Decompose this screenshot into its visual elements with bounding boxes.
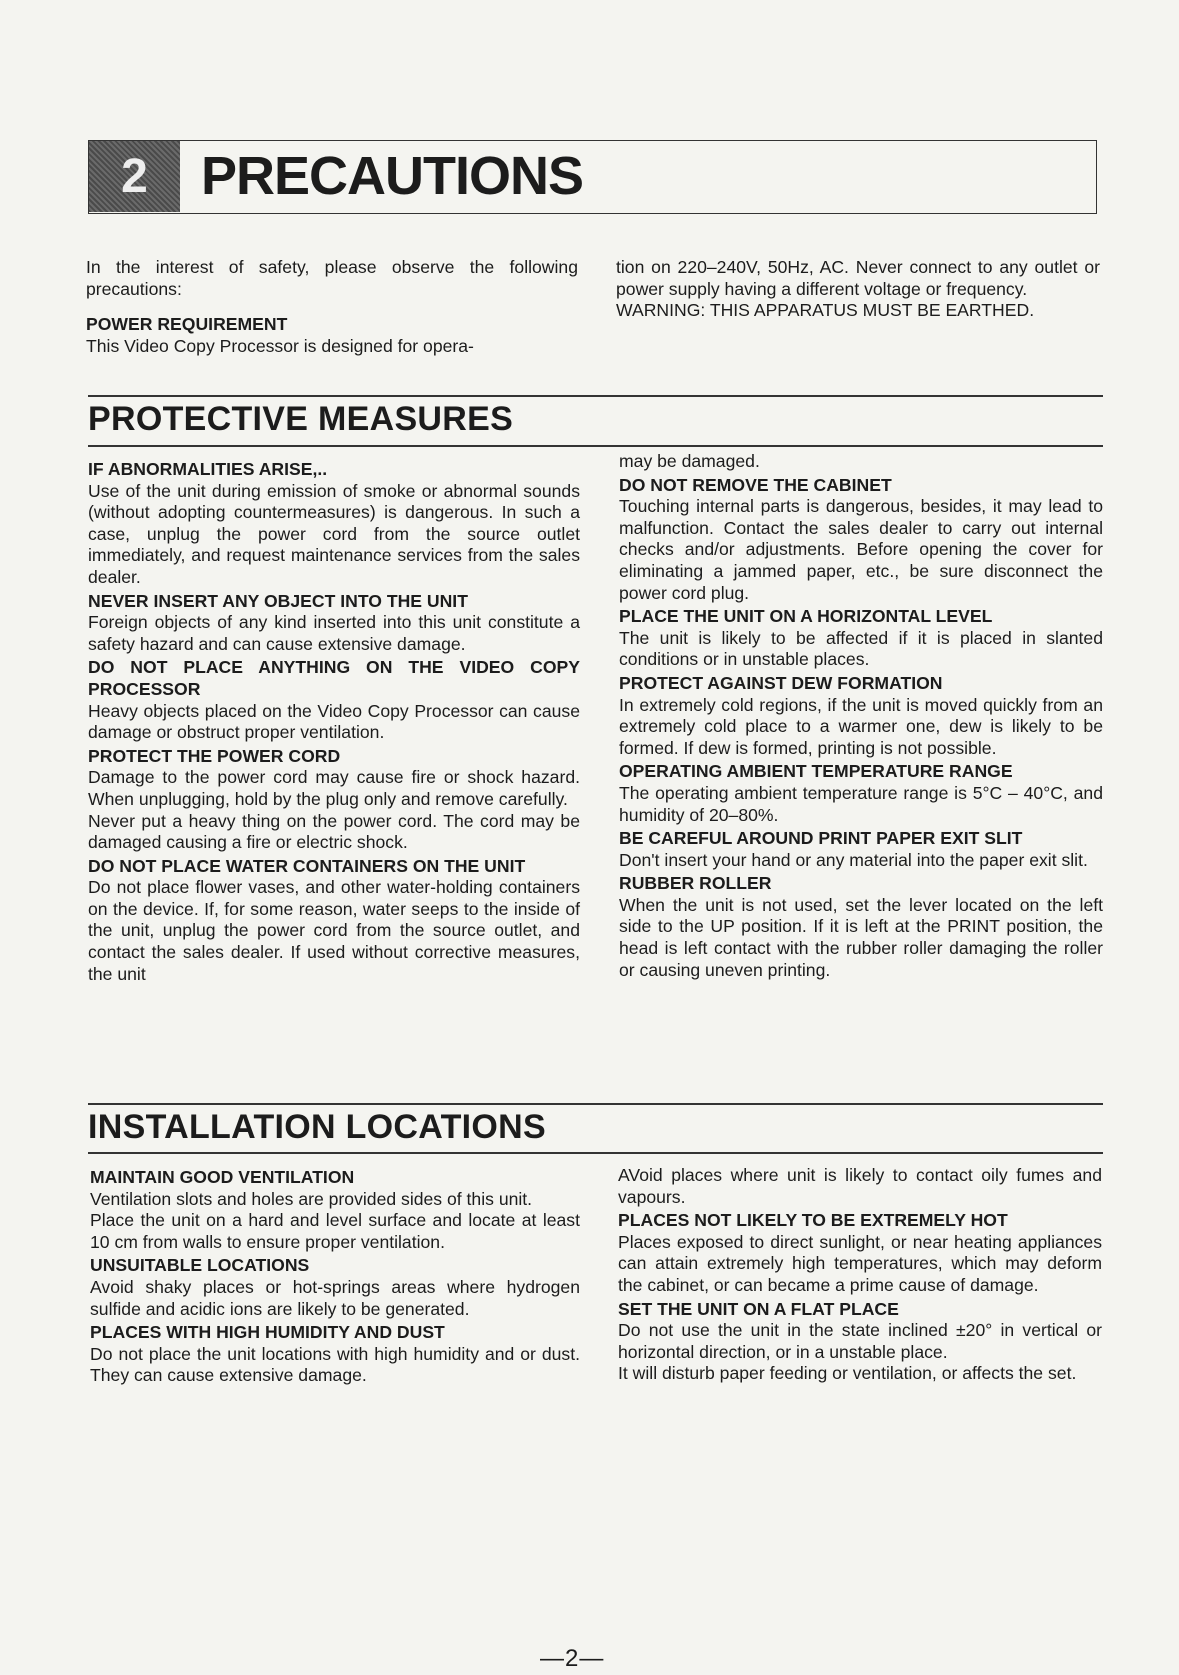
protective-left-column [88, 457, 580, 985]
section-rule [88, 395, 1103, 397]
earth-warning: WARNING: THIS APPARATUS MUST BE EARTHED. [616, 300, 1035, 321]
section-text: Place the unit on a hard and level surface and locate at least 10 cm from walls to ensure proper ventilation. [90, 1210, 580, 1252]
section-heading: PLACE THE UNIT ON A HORIZONTAL LEVEL [619, 606, 993, 627]
section-text: Heavy objects placed on the Video Copy Processor can cause damage or obstruct proper ventilation. [88, 700, 580, 743]
protective-measures-title: PROTECTIVE MEASURES [88, 400, 514, 438]
section-heading: PLACES WITH HIGH HUMIDITY AND DUST [90, 1322, 445, 1343]
protective-right-column [619, 451, 1103, 981]
chapter-title: PRECAUTIONS [201, 146, 584, 206]
section-text: In extremely cold regions, if the unit is moved quickly from an extremely cold place to a warmer one, dew is likely to be formed. If dew is formed, printing is not possible. [619, 694, 1103, 758]
section-text: When the unit is not used, set the lever located on the left side to the UP position. If it is left at the PRINT position, the head is left contact with the rubber roller damaging the roller or causing uneven printing. [619, 894, 1103, 980]
section-heading: OPERATING AMBIENT TEMPERATURE RANGE [619, 761, 1013, 782]
section-text: Never put a heavy thing on the power cord. The cord may be damaged causing a fire or electric shock. [88, 810, 580, 853]
section-rule [88, 1103, 1103, 1105]
power-requirement-text: This Video Copy Processor is designed for opera- [86, 335, 474, 356]
chapter-header [88, 140, 1097, 214]
page-number: —2— [540, 1645, 605, 1672]
section-text: The operating ambient temperature range is 5°C – 40°C, and humidity of 20–80%. [619, 782, 1103, 825]
section-heading: UNSUITABLE LOCATIONS [90, 1255, 310, 1276]
section-heading: PROTECT AGAINST DEW FORMATION [619, 672, 943, 693]
installation-right-column [618, 1165, 1102, 1385]
section-text: Do not place flower vases, and other water-holding containers on the device. If, for some reason, water seeps to the inside of the unit, unplug the power cord from the source outlet, and contact the sales dealer. If used without corrective measures, the unit [88, 877, 580, 984]
chapter-number: 2 [89, 141, 180, 212]
installation-locations-title: INSTALLATION LOCATIONS [88, 1108, 546, 1146]
section-text: Do not use the unit in the state inclined ±20° in vertical or horizontal direction, or in a unstable place. [618, 1320, 1102, 1362]
intro-right-column [616, 257, 1100, 322]
section-heading: BE CAREFUL AROUND PRINT PAPER EXIT SLIT [619, 828, 1023, 849]
section-heading: MAINTAIN GOOD VENTILATION [90, 1167, 355, 1187]
section-text: Use of the unit during emission of smoke or abnormal sounds (without adopting countermeasures) is dangerous. In such a case, unplug the power cord from the source outlet immediately, and request maintenance services from the sales dealer. [88, 480, 580, 587]
section-text: It will disturb paper feeding or ventilation, or affects the set. [618, 1363, 1077, 1384]
section-text: may be damaged. [619, 451, 760, 471]
section-heading: SET THE UNIT ON A FLAT PLACE [618, 1298, 899, 1319]
section-text: Ventilation slots and holes are provided sides of this unit. [90, 1188, 533, 1209]
section-heading: DO NOT PLACE ANYTHING ON THE VIDEO COPY PROCESSOR [88, 657, 580, 699]
section-text: Foreign objects of any kind inserted into this unit constitute a safety hazard and can cause extensive damage. [88, 612, 580, 654]
section-text: Don't insert your hand or any material into the paper exit slit. [619, 849, 1088, 870]
section-heading: DO NOT PLACE WATER CONTAINERS ON THE UNIT [88, 855, 526, 876]
power-requirement-heading: POWER REQUIREMENT [86, 314, 288, 335]
section-heading: NEVER INSERT ANY OBJECT INTO THE UNIT [88, 590, 468, 611]
intro-left-column [86, 257, 578, 357]
section-text: Places exposed to direct sunlight, or near heating appliances can attain extremely high temperatures, which may deform the cabinet, or can became a prime cause of damage. [618, 1231, 1102, 1295]
power-requirement-text-cont: tion on 220–240V, 50Hz, AC. Never connect to any outlet or power supply having a different voltage or frequency. [616, 257, 1100, 299]
section-heading: DO NOT REMOVE THE CABINET [619, 474, 892, 495]
section-heading: PROTECT THE POWER CORD [88, 745, 341, 766]
section-text: The unit is likely to be affected if it is placed in slanted conditions or in unstable places. [619, 627, 1103, 670]
section-heading: PLACES NOT LIKELY TO BE EXTREMELY HOT [618, 1210, 1008, 1231]
section-text: Touching internal parts is dangerous, besides, it may lead to malfunction. Contact the sales dealer to carry out internal checks and/or adjustments. Before opening the cover for eliminating a jammed paper, etc., be sure disconnect the power cord plug. [619, 496, 1103, 603]
section-text: Do not place the unit locations with high humidity and or dust. They can cause extensive damage. [90, 1343, 580, 1386]
section-text: Damage to the power cord may cause fire or shock hazard. When unplugging, hold by the plug only and remove carefully. [88, 767, 580, 809]
section-heading: IF ABNORMALITIES ARISE,.. [88, 459, 328, 479]
section-rule [88, 1152, 1103, 1154]
intro-text: In the interest of safety, please observe the following precautions: [86, 257, 578, 299]
section-text: Avoid shaky places or hot-springs areas where hydrogen sulfide and acidic ions are likely to be generated. [90, 1276, 580, 1319]
section-heading: RUBBER ROLLER [619, 873, 772, 894]
section-text: AVoid places where unit is likely to contact oily fumes and vapours. [618, 1165, 1102, 1207]
installation-left-column [90, 1165, 580, 1387]
section-rule [88, 445, 1103, 447]
